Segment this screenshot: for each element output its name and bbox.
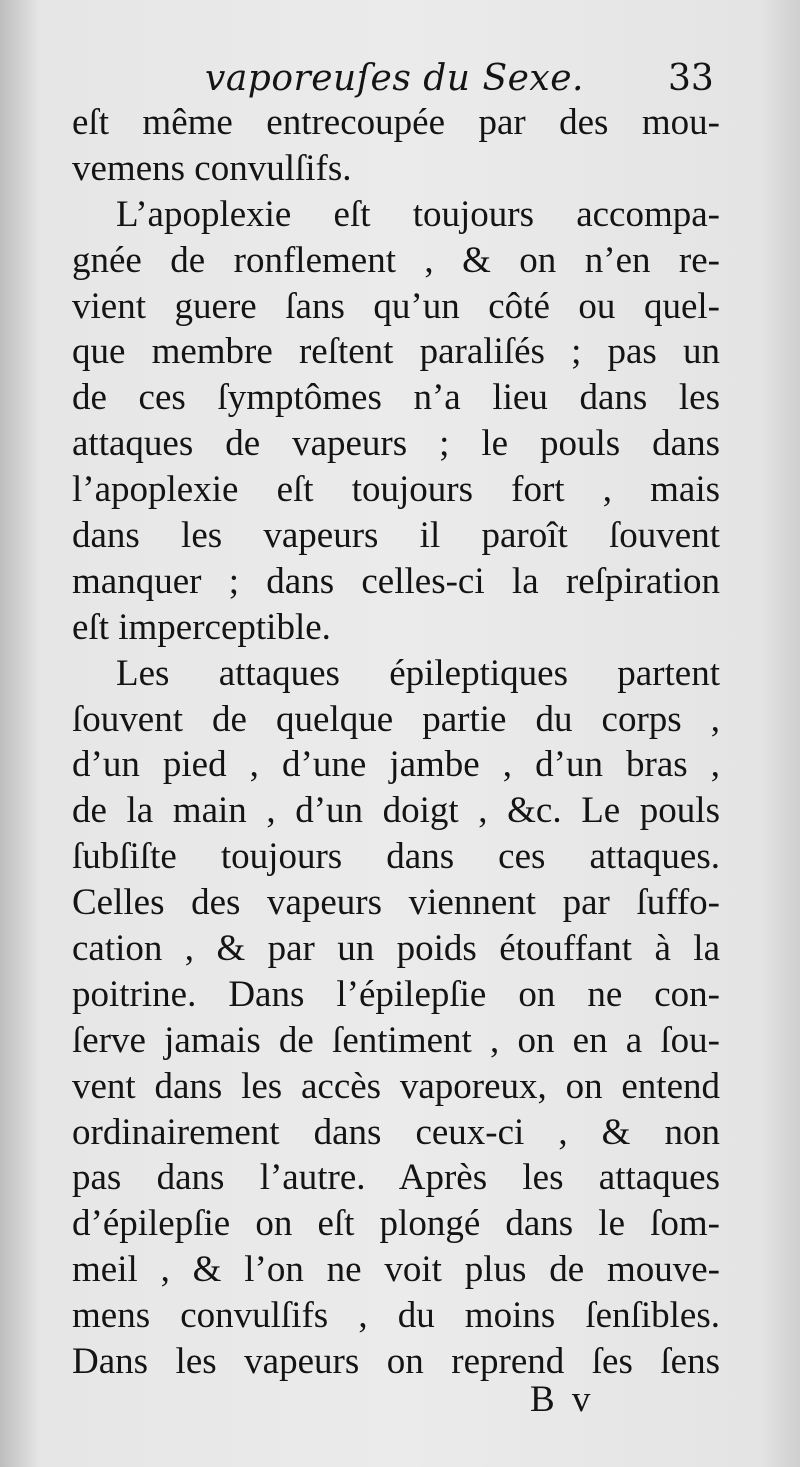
body-text	[72, 100, 720, 1385]
text-line: que membre reſtent paraliſés ; pas un	[72, 331, 720, 373]
text-line: d’un pied , d’une jambe , d’un bras ,	[72, 744, 720, 786]
text-line: mens convulſifs , du moins ſenſibles.	[72, 1295, 720, 1337]
text-line: attaques de vapeurs ; le pouls dans	[72, 423, 720, 465]
text-line: de ces ſymptômes n’a lieu dans les	[72, 377, 720, 419]
text-line: ſubſiſte toujours dans ces attaques.	[72, 836, 720, 878]
running-title: vaporeuſes du Sexe.	[205, 58, 584, 99]
text-line: de la main , d’un doigt , &c. Le pouls	[72, 790, 720, 832]
text-line: Les attaques épileptiques partent	[116, 652, 720, 694]
text-line: d’épilepſie on eſt plongé dans le ſom-	[72, 1203, 720, 1245]
text-line: gnée de ronflement , & on n’en re-	[72, 239, 720, 281]
text-line: l’apoplexie eſt toujours fort , mais	[72, 469, 720, 511]
text-line: Celles des vapeurs viennent par ſuffo-	[72, 882, 720, 924]
text-line: cation , & par un poids étouffant à la	[72, 928, 720, 970]
text-line: poitrine. Dans l’épilepſie on ne con-	[72, 973, 720, 1015]
text-line: pas dans l’autre. Après les attaques	[72, 1157, 720, 1199]
signature-mark: B v	[530, 1379, 595, 1420]
text-line: dans les vapeurs il paroît ſouvent	[72, 515, 720, 557]
text-line: eſt imperceptible.	[72, 606, 331, 648]
text-line: eſt même entrecoupée par des mou-	[72, 102, 720, 143]
text-line: ſouvent de quelque partie du corps ,	[72, 698, 720, 740]
text-line: manquer ; dans celles-ci la reſpiration	[72, 560, 720, 602]
text-line: vemens convulſifs.	[72, 147, 352, 189]
text-line: vent dans les accès vaporeux, on entend	[72, 1065, 720, 1107]
text-line: meil , & l’on ne voit plus de mouve-	[72, 1249, 720, 1291]
text-line: ſerve jamais de ſentiment , on en a ſou-	[72, 1019, 720, 1061]
text-line: vient guere ſans qu’un côté ou quel-	[72, 285, 720, 327]
text-line: Dans les vapeurs on reprend ſes ſens	[72, 1341, 720, 1383]
text-line: ordinairement dans ceux-ci , & non	[72, 1111, 720, 1153]
page-number: 33	[668, 58, 714, 99]
text-line: L’apoplexie eſt toujours accompa-	[116, 193, 720, 235]
